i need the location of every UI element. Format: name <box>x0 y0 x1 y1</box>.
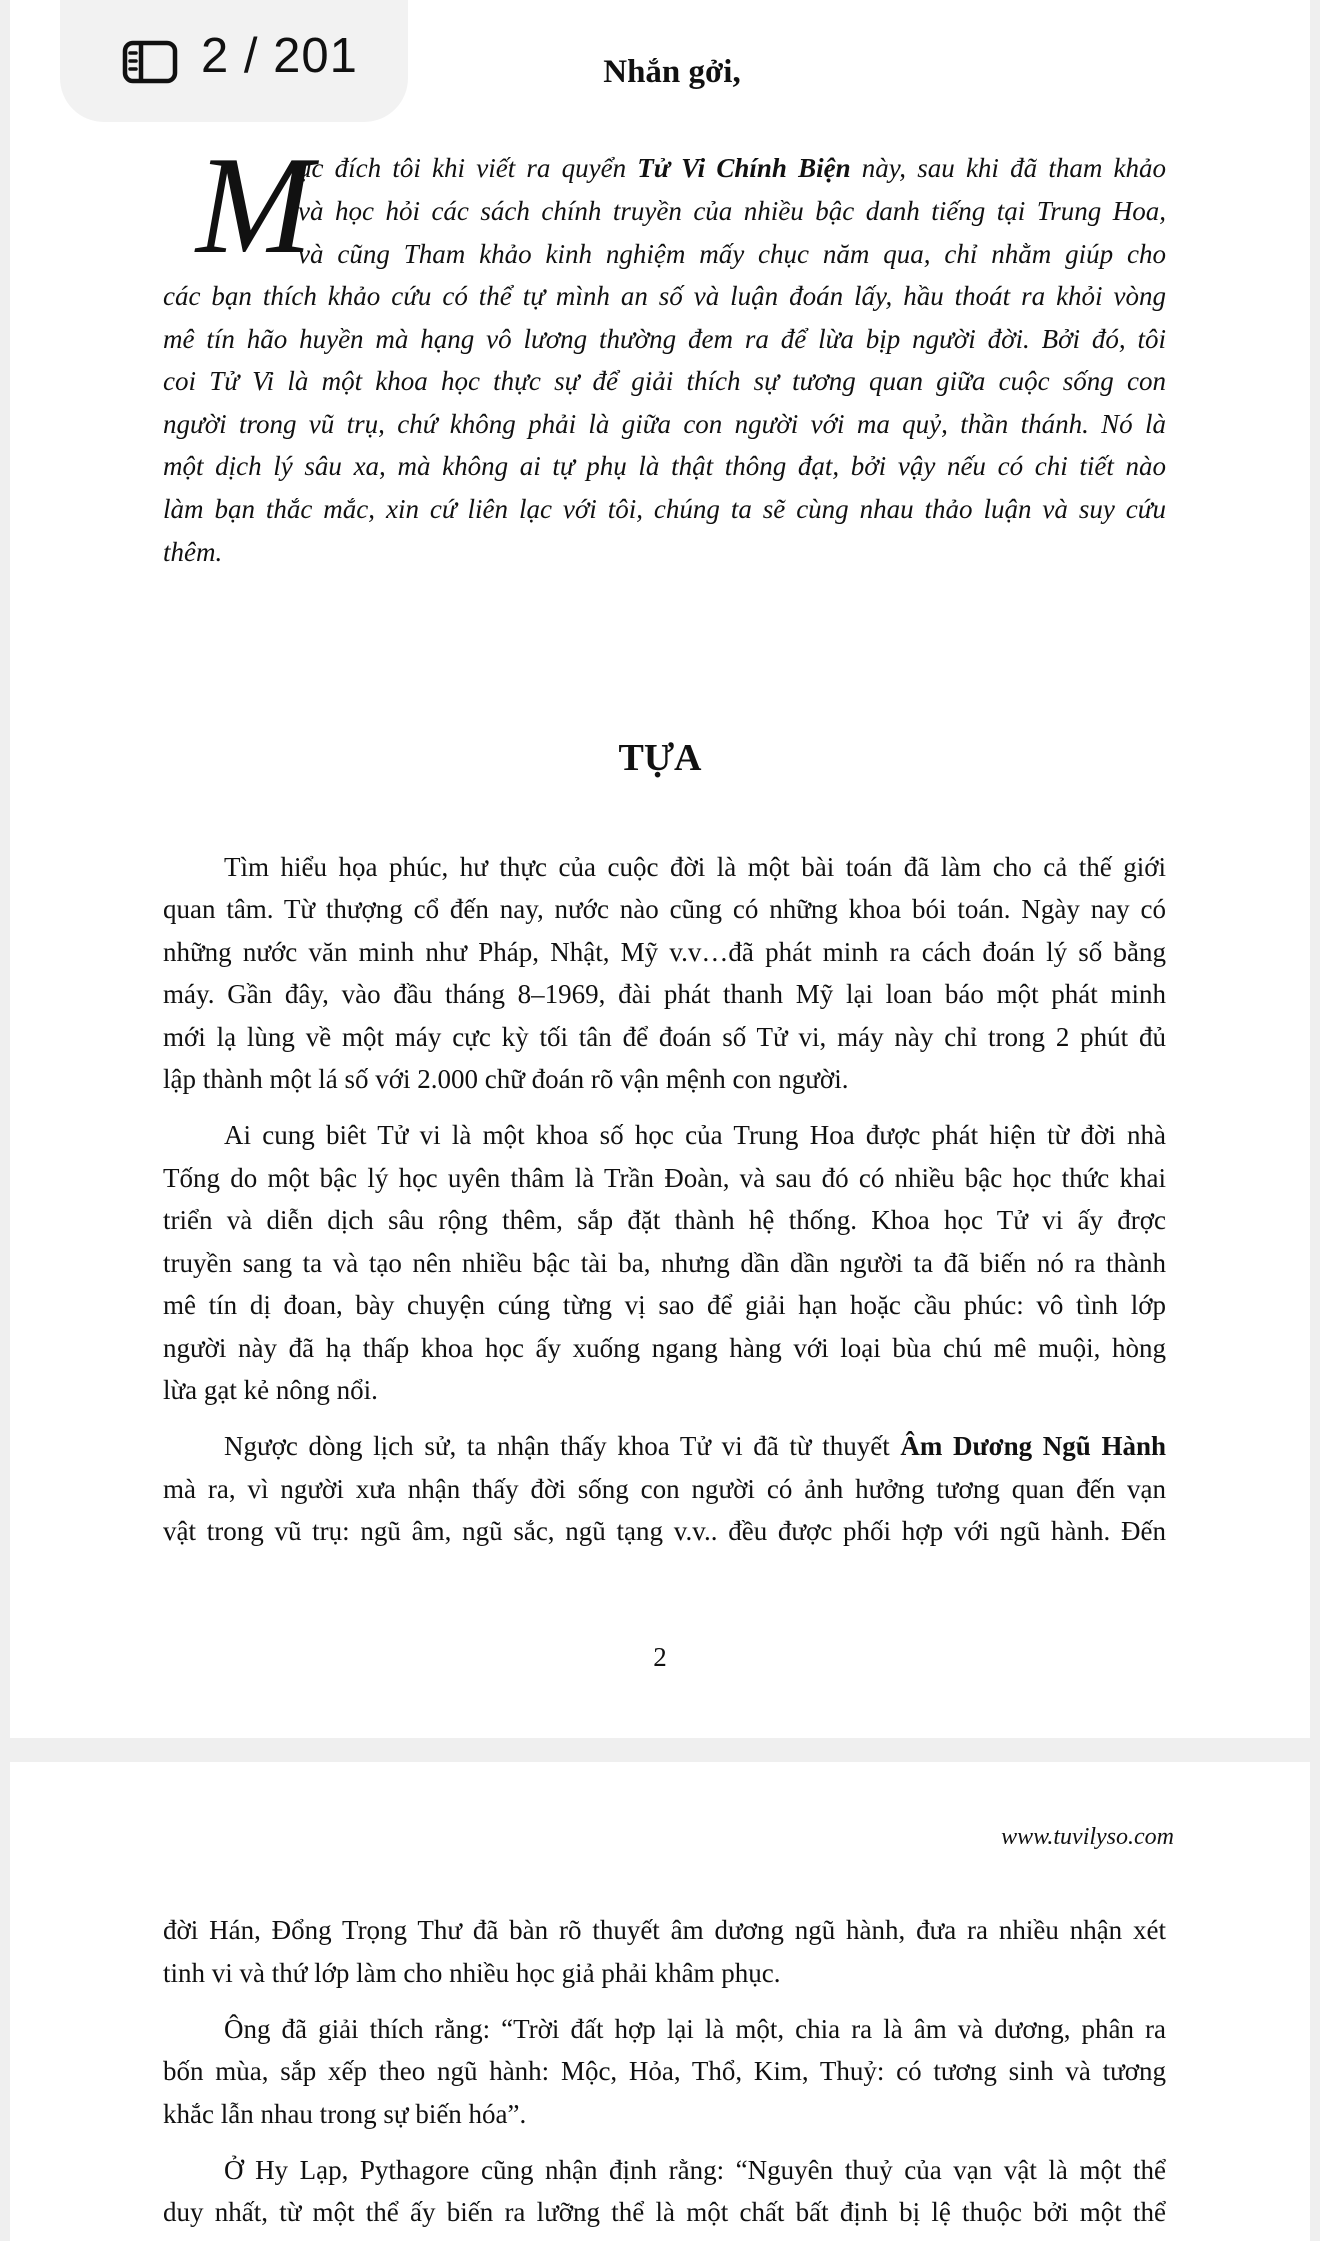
paragraph-line: Ai cung biêt Tử vi là một khoa số học của Trung Hoa được phát hiện từ đời nhà <box>224 1120 1166 1150</box>
section-title: TỰA <box>618 737 702 779</box>
intro-line: mê tín hão huyền mà hạng vô lương thường đem ra để lừa bịp người đời. Bởi đó, tôi <box>163 324 1166 354</box>
intro-line: làm bạn thắc mắc, xin cứ liên lạc với tôi, chúng ta sẽ cùng nhau thảo luận và suy cứu <box>163 494 1166 524</box>
paragraph-line: mà ra, vì người xưa nhận thấy đời sống con người có ảnh hưởng tương quan đến vạn <box>163 1474 1166 1504</box>
paragraph-line: khắc lẫn nhau trong sự biến hóa”. <box>163 2099 527 2129</box>
page-indicator-text: 2 / 201 <box>201 29 358 83</box>
paragraph-line: duy nhất, từ một thể ấy biến ra lưỡng thể là một chất bất định bị lệ thuộc bởi một thể <box>163 2197 1166 2227</box>
drop-cap: M <box>196 128 313 283</box>
paragraph-line: tinh vi và thứ lớp làm cho nhiều học giả phải khâm phục. <box>163 1958 781 1988</box>
paragraph-line: Ông đã giải thích rằng: “Trời đất hợp lại là một, chia ra là âm và dương, phân ra <box>224 2014 1166 2044</box>
sidebar-icon[interactable] <box>122 40 178 84</box>
intro-line: ục đích tôi khi viết ra quyển Tử Vi Chính Biện này, sau khi đã tham khảo <box>298 153 1166 183</box>
paragraph-line: Tìm hiểu họa phúc, hư thực của cuộc đời là một bài toán đã làm cho cả thế giới <box>224 852 1166 882</box>
page-indicator[interactable] <box>60 0 408 122</box>
document-page-1 <box>10 0 1310 1738</box>
intro-line: coi Tử Vi là một khoa học thực sự để giải thích sự tương quan giữa cuộc sống con <box>163 366 1166 396</box>
intro-line: người trong vũ trụ, chứ không phải là giữa con người với ma quỷ, thần thánh. Nó là <box>163 409 1166 439</box>
paragraph-line: Ở Hy Lạp, Pythagore cũng nhận định rằng: “Nguyên thuỷ của vạn vật là một thể <box>224 2155 1166 2185</box>
intro-line: và học hỏi các sách chính truyền của nhiều bậc danh tiếng tại Trung Hoa, <box>298 196 1166 226</box>
paragraph-line: Ngược dòng lịch sử, ta nhận thấy khoa Tử vi đã từ thuyết Âm Dương Ngũ Hành <box>224 1431 1166 1461</box>
paragraph-line: Tống do một bậc lý học uyên thâm là Trần Đoàn, và sau đó có nhiều bậc học thức khai <box>163 1163 1166 1193</box>
paragraph-line: lừa gạt kẻ nông nổi. <box>163 1375 378 1405</box>
paragraph-line: đời Hán, Đổng Trọng Thư đã bàn rõ thuyết âm dương ngũ hành, đưa ra nhiều nhận xét <box>163 1915 1166 1945</box>
paragraph-line: máy. Gần đây, vào đầu tháng 8–1969, đài phát thanh Mỹ lại loan báo một phát minh <box>163 979 1166 1009</box>
intro-line: một dịch lý sâu xa, mà không ai tự phụ là thật thông đạt, bởi vậy nếu có chi tiết nào <box>163 451 1166 481</box>
paragraph-line: vật trong vũ trụ: ngũ âm, ngũ sắc, ngũ tạng v.v.. đều được phối hợp với ngũ hành. Đến <box>163 1516 1166 1546</box>
intro-line: và cũng Tham khảo kinh nghiệm mấy chục năm qua, chỉ nhằm giúp cho <box>298 239 1166 269</box>
website-header: www.tuvilyso.com <box>1001 1824 1174 1850</box>
paragraph-line: triển và diễn dịch sâu rộng thêm, sắp đặt thành hệ thống. Khoa học Tử vi ấy đrợc <box>163 1205 1166 1235</box>
intro-line: các bạn thích khảo cứu có thể tự mình an số và luận đoán lấy, hầu thoát ra khỏi vòng <box>163 281 1166 311</box>
paragraph-line: bốn mùa, sắp xếp theo ngũ hành: Mộc, Hỏa, Thổ, Kim, Thuỷ: có tương sinh và tương <box>163 2056 1166 2086</box>
paragraph-line: lập thành một lá số với 2.000 chữ đoán rõ vận mệnh con người. <box>163 1064 849 1094</box>
greeting-heading: Nhắn gởi, <box>603 54 741 90</box>
paragraph-line: mê tín dị đoan, bày chuyện cúng từng vị sao để giải hạn hoặc cầu phúc: vô tình lớp <box>163 1290 1166 1320</box>
paragraph-line: người này đã hạ thấp khoa học ấy xuống ngang hàng với loại bùa chú mê muội, hòng <box>163 1333 1166 1363</box>
paragraph-line: truyền sang ta và tạo nên nhiều bậc tài ba, nhưng dần dần người ta đã biến nó ra thành <box>163 1248 1166 1278</box>
paragraph-line: quan tâm. Từ thượng cổ đến nay, nước nào cũng có những khoa bói toán. Ngày nay có <box>163 894 1166 924</box>
page-number: 2 <box>653 1642 667 1672</box>
paragraph-line: những nước văn minh như Pháp, Nhật, Mỹ v.v…đã phát minh ra cách đoán lý số bằng <box>163 937 1166 967</box>
paragraph-line: mới lạ lùng về một máy cực kỳ tối tân để đoán số Tử vi, máy này chỉ trong 2 phút đủ <box>163 1022 1166 1052</box>
intro-line: thêm. <box>163 537 223 567</box>
